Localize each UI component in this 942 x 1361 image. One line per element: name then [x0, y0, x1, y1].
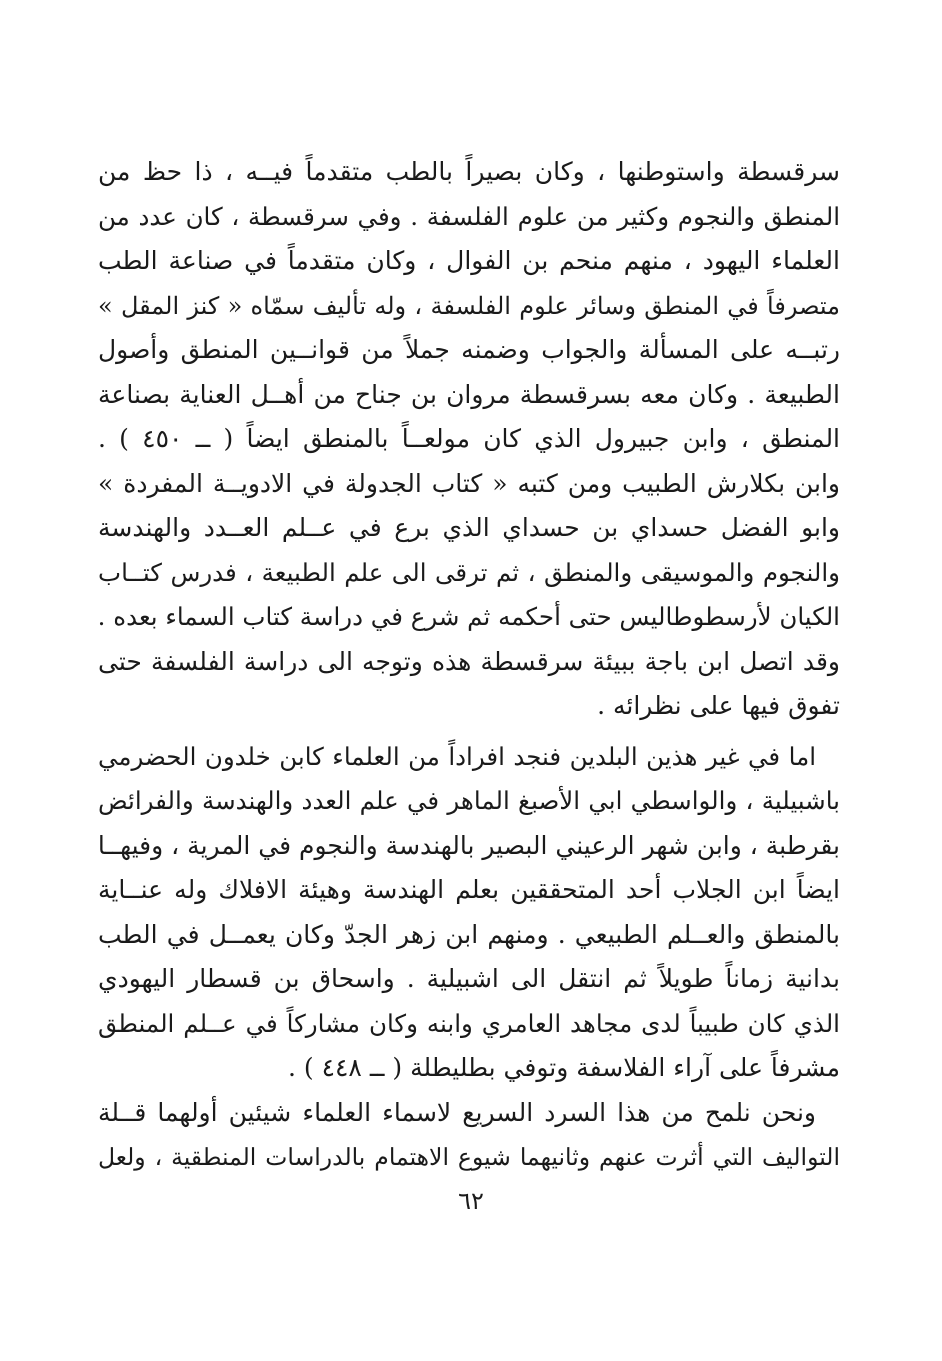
text-line: مشرفاً على آراء الفلاسفة وتوفي بطليطلة ( ــ ٤٤٨ ) . — [287, 1053, 840, 1082]
text-line: اما في غير هذين البلدين فنجد افراداً من العلماء كابن خلدون الحضرمي — [98, 741, 816, 771]
text-line: ايضاً ابن الجلاب أحد المتحققين بعلم الهندسة وهيئة الافلاك وله عنــاية — [98, 875, 840, 904]
paragraph-3 — [98, 1091, 840, 1180]
text-line: وابو الفضل حسداي بن حسداي الذي برع في عــلم العــدد والهندسة — [98, 513, 840, 542]
text-line: المنطق والنجوم وكثير من علوم الفلسفة . وفي سرقسطة ، كان عدد من — [98, 201, 840, 231]
paragraph-1 — [98, 150, 840, 729]
text-line: الطبيعة . وكان معه بسرقسطة مروان بن جناح من أهــل العناية بصناعة — [98, 379, 840, 409]
text-line: سرقسطة واستوطنها ، وكان بصيراً بالطب متقدماً فيــه ، ذا حظ من — [98, 157, 840, 186]
text-line: وقد اتصل ابن باجة ببيئة سرقسطة هذه وتوجه الى دراسة الفلسفة حتى — [98, 646, 840, 676]
text-line: باشبيلية ، والواسطي ابي الأصبغ الماهر في علم العدد والهندسة والفرائض — [98, 786, 840, 815]
text-line: والنجوم والموسيقى والمنطق ، ثم ترقى الى علم الطبيعة ، فدرس كتــاب — [98, 557, 840, 587]
text-line: بالمنطق والعــلم الطبيعي . ومنهم ابن زهر الجدّ وكان يعمــل في الطب — [98, 919, 840, 949]
text-line: الكيان لأرسطوطاليس حتى أحكمه ثم شرع في دراسة كتاب السماء بعده . — [97, 602, 840, 631]
text-line: تفوق فيها على نظرائه . — [597, 691, 840, 720]
text-line: متصرفاً في المنطق وسائر علوم الفلسفة ، وله تأليف سمّاه « كنز المقل » — [98, 291, 840, 320]
text-line: وابن بكلارش الطبيب ومن كتبه « كتاب الجدولة في الادويــة المفردة » — [98, 468, 840, 498]
paragraph-2 — [98, 735, 840, 1091]
text-line: بقرطبة ، وابن شهر الرعيني البصير بالهندسة والنجوم في المرية ، وفيهــا — [97, 830, 840, 860]
text-line: بدانية زماناً طويلاً ثم انتقل الى اشبيلية . واسحاق بن قسطار اليهودي — [98, 964, 840, 993]
text-line: ونحن نلمح من هذا السرد السريع لاسماء العلماء شيئين أولهما قــلة — [98, 1097, 816, 1127]
page-number: ٦٢ — [458, 1187, 484, 1215]
text-line: الذي كان طبيباً لدى مجاهد العامري وابنه وكان مشاركاً في عــلم المنطق — [98, 1008, 840, 1038]
text-line: التواليف التي أثرت عنهم وثانيهما شيوع الاهتمام بالدراسات المنطقية ، ولعل — [98, 1143, 840, 1171]
text-line: العلماء اليهود ، منهم منحم بن الفوال ، وكان متقدماً في صناعة الطب — [98, 246, 840, 275]
body-text — [98, 150, 840, 1180]
text-line: رتبــه على المسألة والجواب وضمنه جملاً من قوانــين المنطق وأصول — [98, 335, 840, 364]
text-line: المنطق ، وابن جبيرول الذي كان مولعــاً بالمنطق ايضاً ( ــ ٤٥٠ ) . — [98, 424, 841, 453]
